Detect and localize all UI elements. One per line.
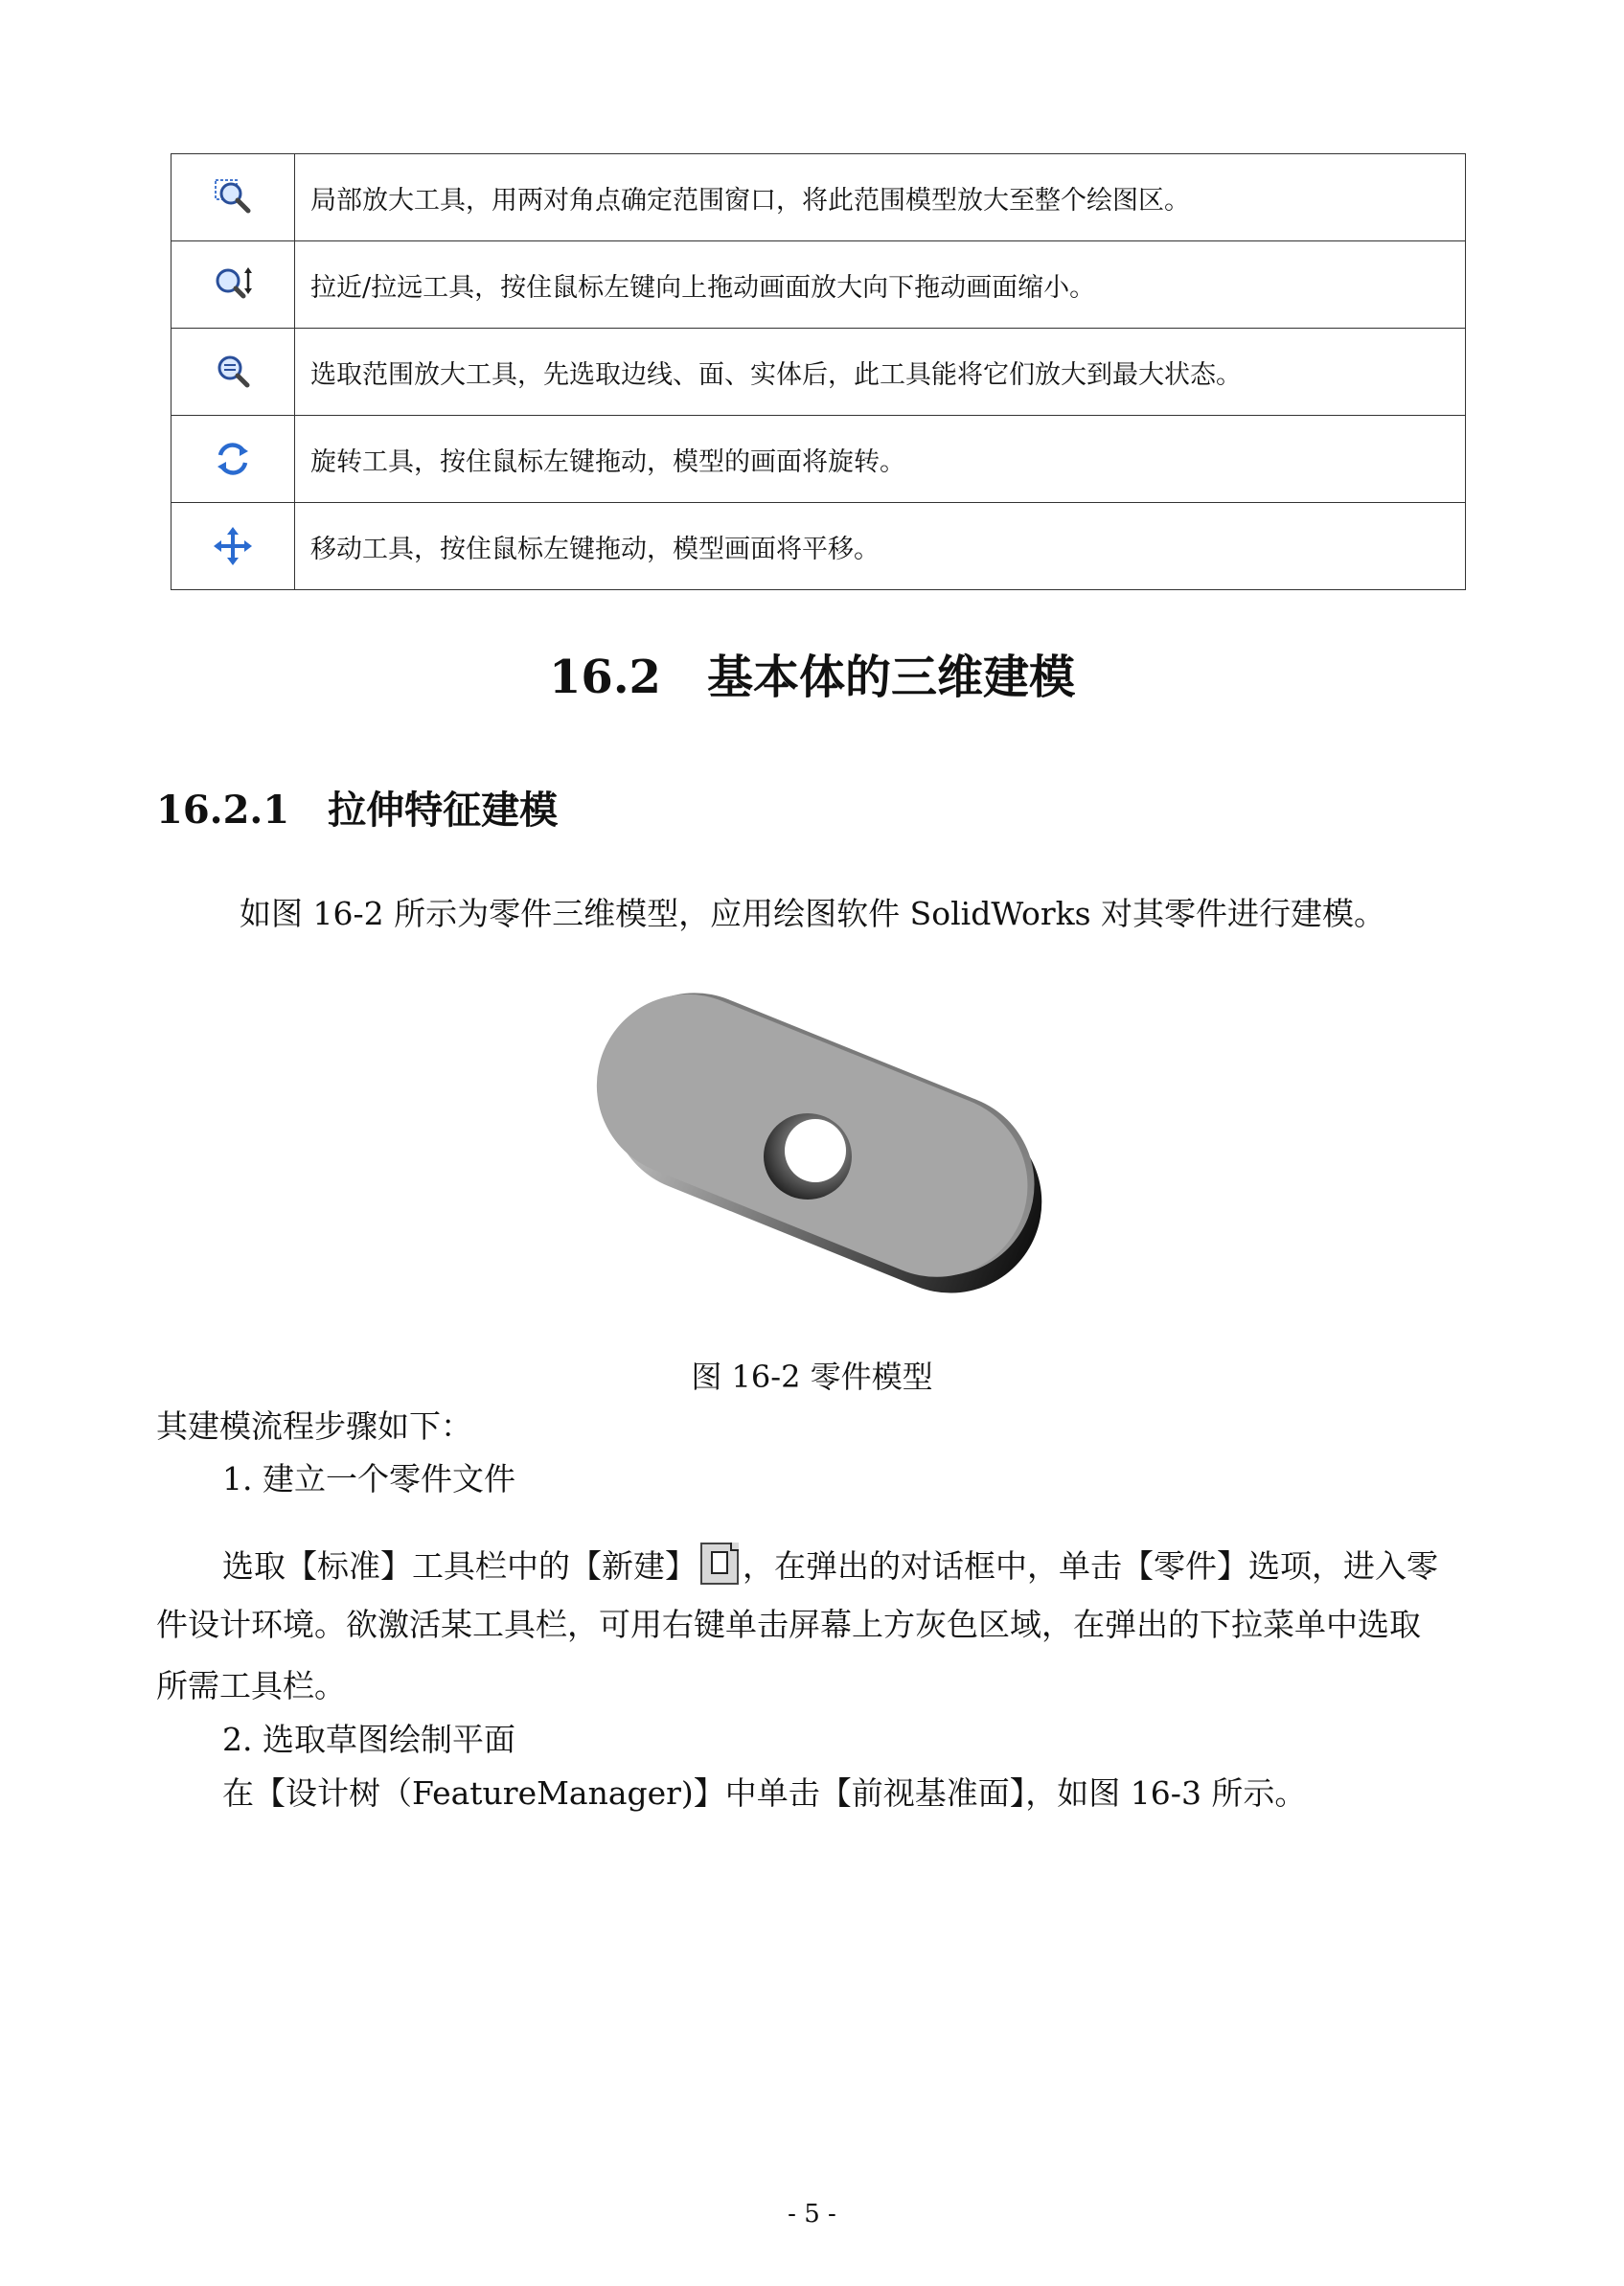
step1-line3: 所需工具栏。 (156, 1667, 346, 1704)
step1-line1 (222, 1543, 1438, 1586)
table-cell-description: 旋转工具，按住鼠标左键拖动，模型的画面将旋转。 (295, 416, 1466, 503)
step1-text-b: ，在弹出的对话框中，单击【零件】选项，进入零 (743, 1547, 1438, 1585)
part-model-figure (571, 968, 1079, 1322)
pan-icon (212, 525, 254, 567)
table-cell-description: 拉近/拉远工具，按住鼠标左键向上拖动画面放大向下拖动画面缩小。 (295, 241, 1466, 329)
step2-title: 2. 选取草图绘制平面 (222, 1721, 515, 1758)
figure-caption: 图 16-2 零件模型 (691, 1359, 933, 1395)
table-row (172, 329, 1466, 416)
table-cell-description: 局部放大工具，用两对角点确定范围窗口，将此范围模型放大至整个绘图区。 (295, 154, 1466, 241)
zoom-to-selection-icon (212, 351, 254, 393)
zoom-window-icon (212, 176, 254, 218)
table-row (172, 503, 1466, 590)
table-cell-description: 选取范围放大工具，先选取边线、面、实体后，此工具能将它们放大到最大状态。 (295, 329, 1466, 416)
table-cell-description: 移动工具，按住鼠标左键拖动，模型画面将平移。 (295, 503, 1466, 590)
section-title: 16.2 基本体的三维建模 (549, 651, 1075, 704)
zoom-in-out-icon (212, 263, 254, 306)
step1-line2: 件设计环境。欲激活某工具栏，可用右键单击屏幕上方灰色区域，在弹出的下拉菜单中选取 (156, 1606, 1421, 1643)
intro-paragraph: 如图 16-2 所示为零件三维模型，应用绘图软件 SolidWorks 对其零件进行建模。 (240, 895, 1386, 932)
table-row (172, 154, 1466, 241)
table-row (172, 416, 1466, 503)
step1-text-a: 选取【标准】工具栏中的【新建】 (222, 1547, 697, 1585)
subsection-title: 16.2.1 拉伸特征建模 (156, 788, 559, 833)
tool-table (171, 153, 1466, 590)
page-number: - 5 - (788, 2200, 836, 2229)
steps-intro: 其建模流程步骤如下： (156, 1407, 472, 1445)
step1-title: 1. 建立一个零件文件 (222, 1460, 515, 1497)
table-row (172, 241, 1466, 329)
rotate-view-icon (212, 438, 254, 480)
step2-text: 在【设计树（FeatureManager)】中单击【前视基准面】，如图 16-3 所示。 (222, 1774, 1307, 1812)
new-document-icon (700, 1543, 739, 1585)
